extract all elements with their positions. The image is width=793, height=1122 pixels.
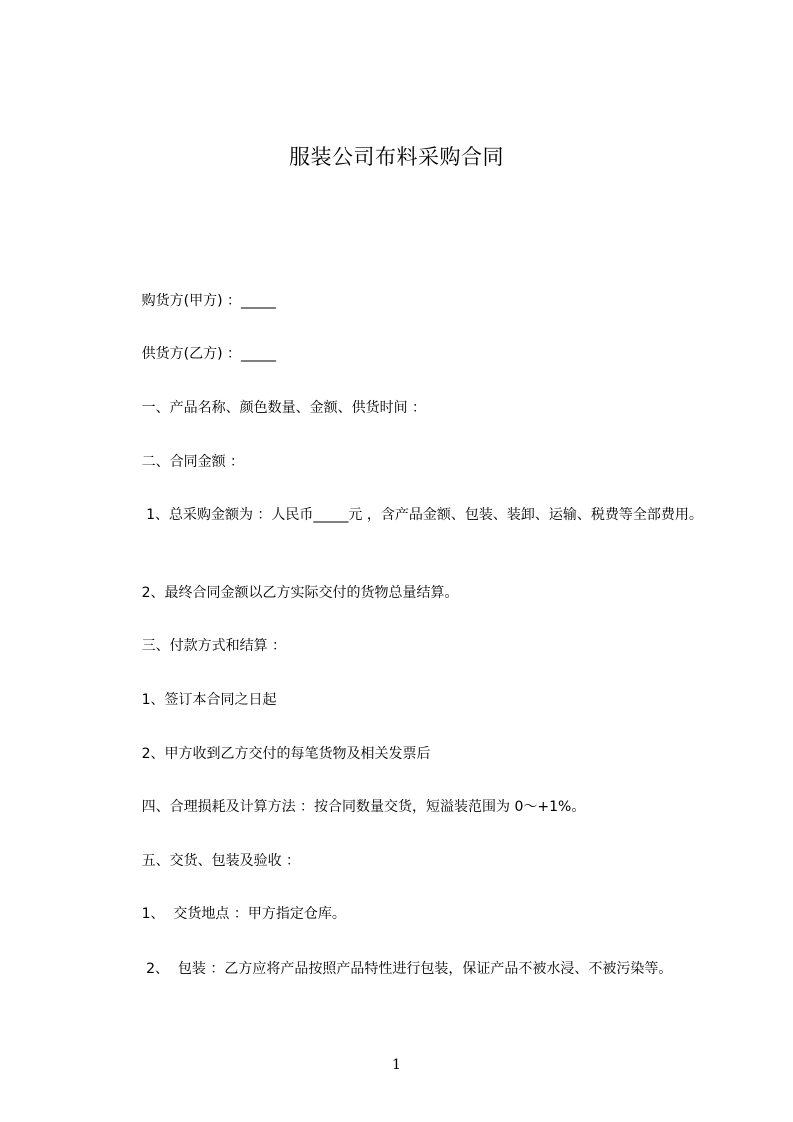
section-3-clause-2: 2、甲方收到乙方交付的每笔货物及相关发票后 (106, 746, 431, 762)
section-2-clause-2: 2、最终合同金额以乙方实际交付的货物总量结算。 (106, 585, 459, 601)
section-2-heading: 二、合同金额 ： (106, 454, 245, 470)
section-3-heading: 三、付款方式和结算 ： (106, 638, 287, 654)
section-4-heading: 四、合理损耗及计算方法 ：按合同数量交货，短溢装范围为 0～+1%。 (106, 799, 586, 815)
document-title: 服装公司布料采购合同 (289, 145, 504, 169)
seller-line: 供货方(乙方) ：_____ (106, 346, 276, 362)
section-3-clause-1: 1、签订本合同之日起 (106, 692, 277, 708)
section-5-clause-1: 1、 交货地点 ：甲方指定仓库。 (106, 906, 346, 922)
section-2-clause-1: 1、总采购金额为 ：人民币_____元 ，含产品金额、包装、装卸、运输、税费等全部费用。 (106, 507, 703, 523)
section-5-heading: 五、交货、包装及验收 ： (106, 853, 301, 869)
buyer-line: 购货方(甲方) ：_____ (106, 293, 276, 309)
section-1-heading: 一、产品名称、颜色数量、金额、供货时间 ： (106, 400, 427, 416)
page-number: 1 (392, 1057, 401, 1073)
section-5-clause-2: 2、 包装 ：乙方应将产品按照产品特性进行包装，保证产品不被水浸、不被污染等。 (106, 961, 673, 977)
